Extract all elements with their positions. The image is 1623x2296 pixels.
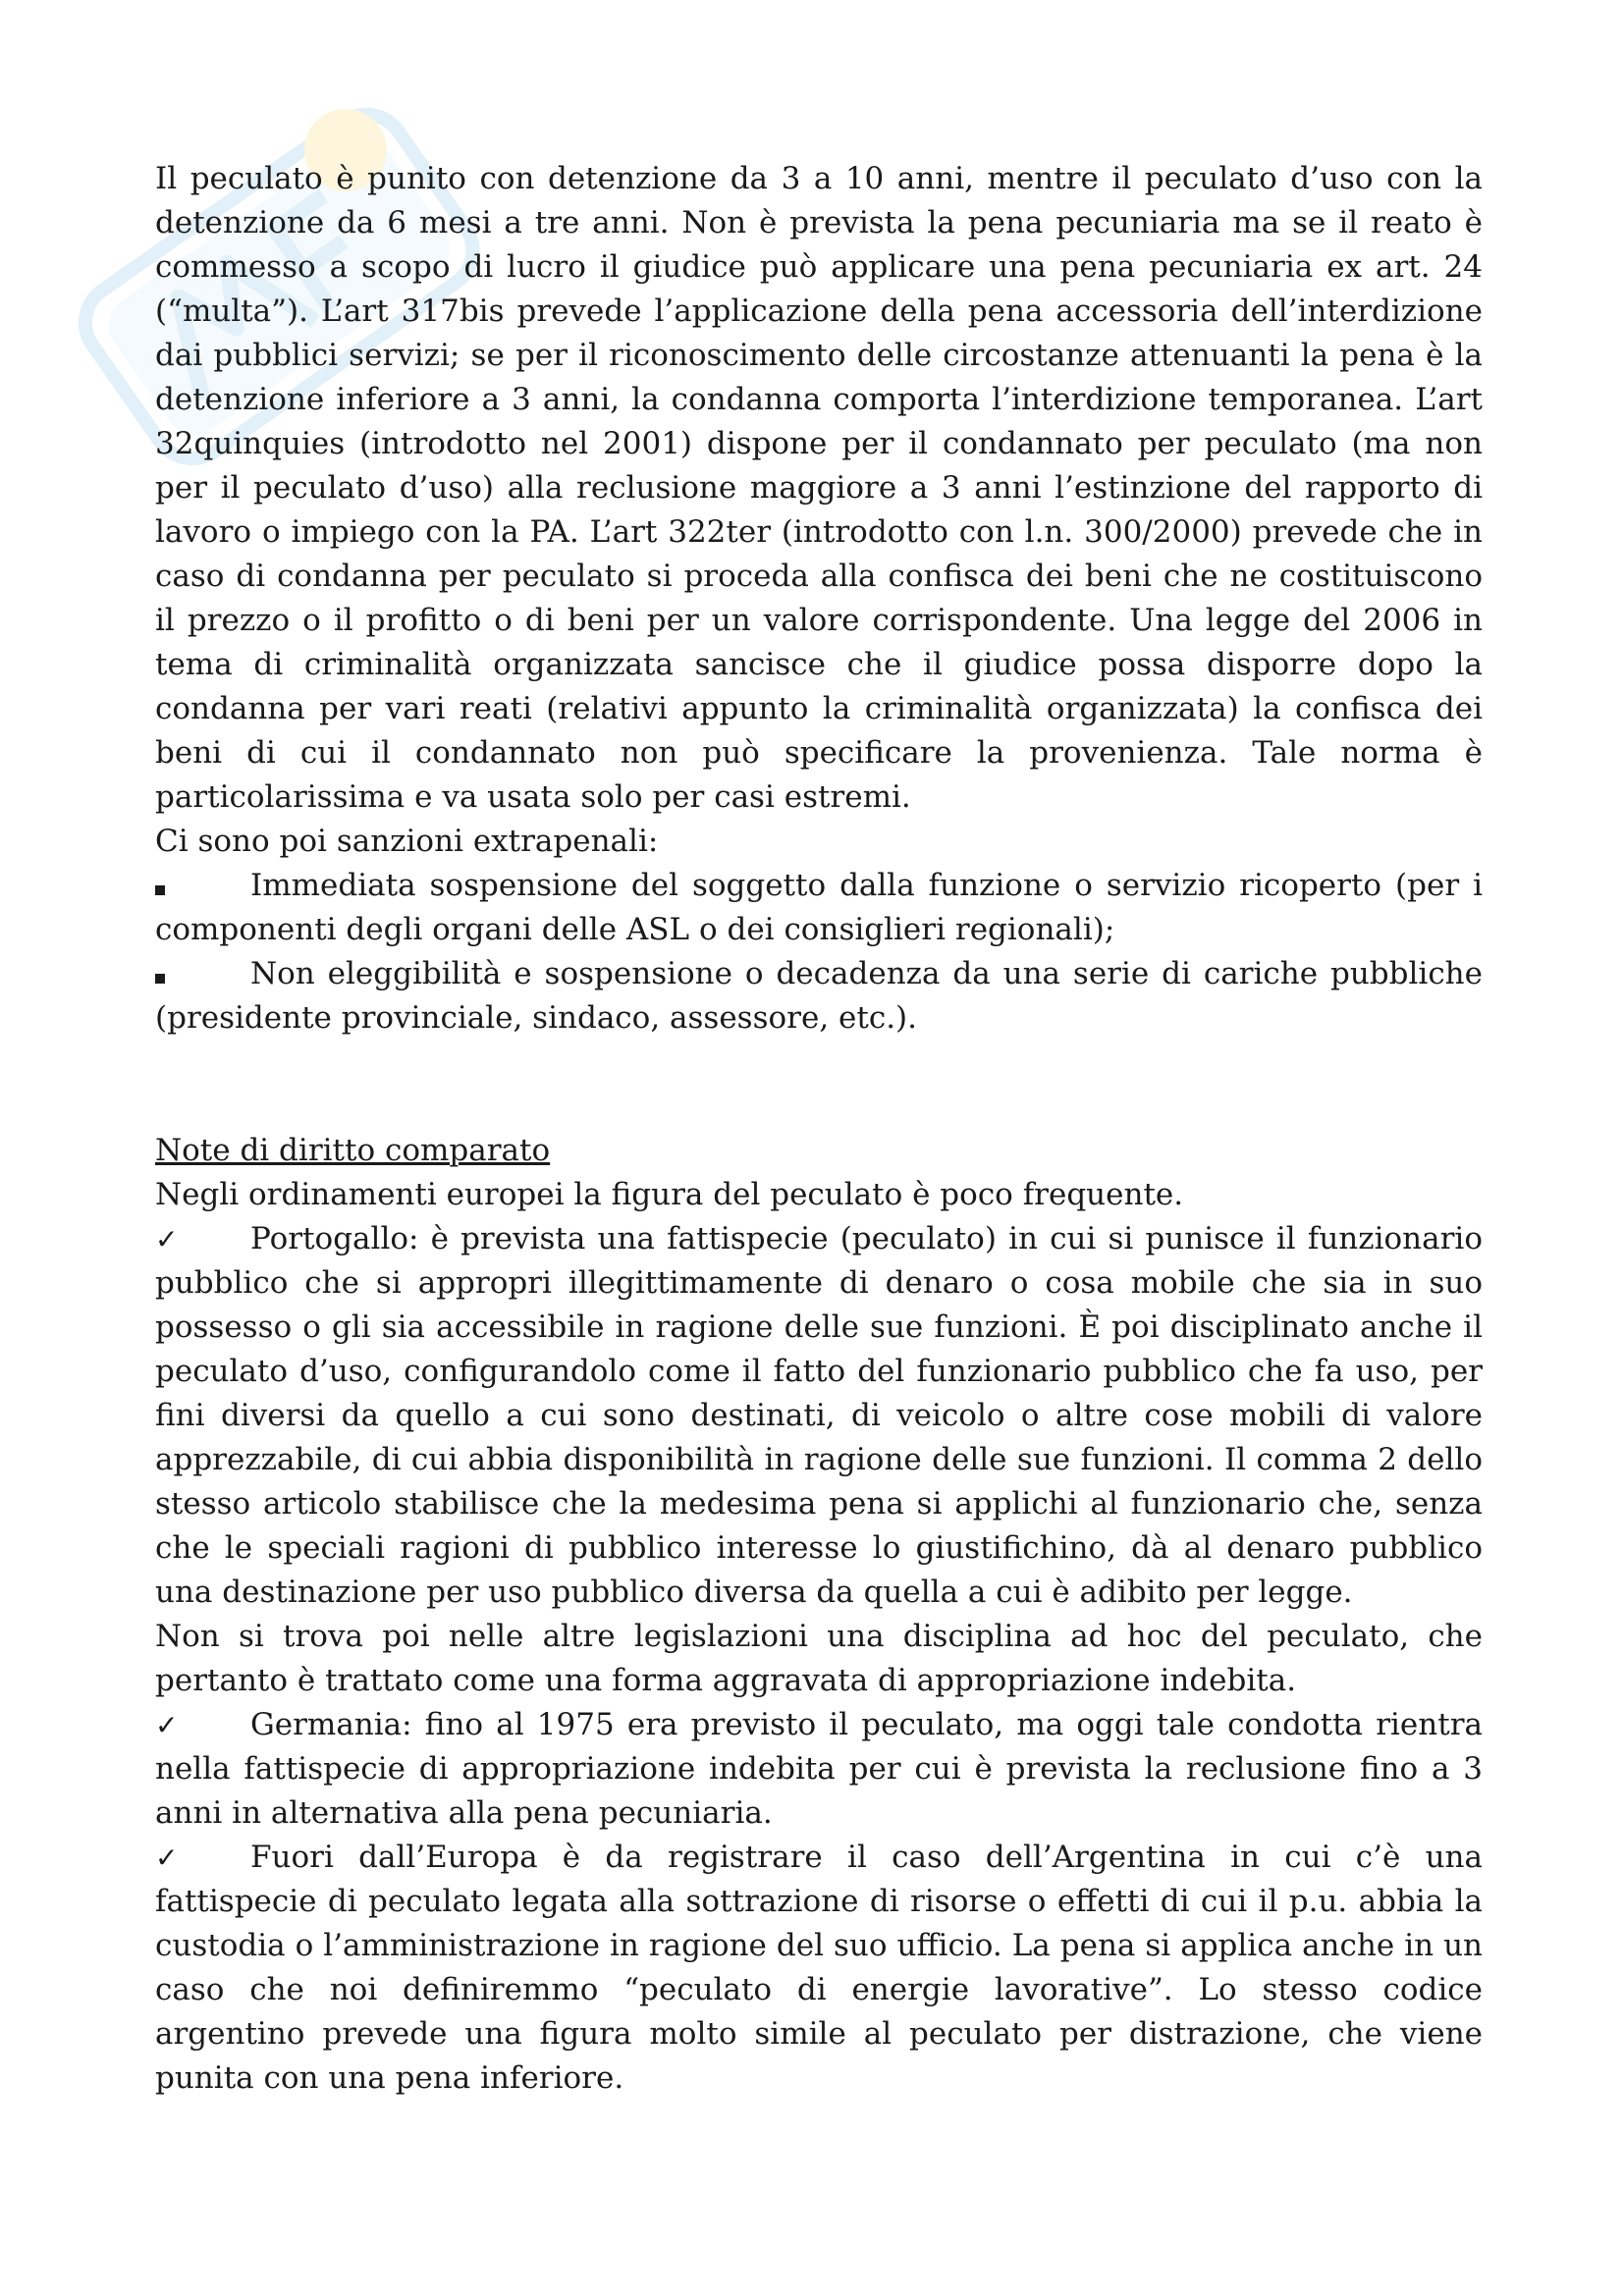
square-bullet-icon xyxy=(155,864,194,908)
list-item-portugal xyxy=(155,1217,1483,1615)
section-spacer xyxy=(155,1041,1483,1129)
list-item-text: Immediata sospensione del soggetto dalla funzione o servizio ricoperto (per i componenti degli organi delle ASL o dei consiglieri regionali); xyxy=(155,868,1483,947)
square-bullet-icon xyxy=(155,952,194,996)
list-item-text: Germania: fino al 1975 era previsto il peculato, ma oggi tale condotta rientra nella fattispecie di appropriazione indebita per cui è prevista la reclusione fino a 3 anni in alternativa alla pena pecuniaria. xyxy=(155,1707,1483,1831)
list-item-germany xyxy=(155,1703,1483,1836)
paragraph-comparative-intro: Negli ordinamenti europei la figura del peculato è poco frequente. xyxy=(155,1177,1184,1212)
checkmark-icon: ✓ xyxy=(155,1842,179,1874)
document-body xyxy=(155,157,1483,2101)
list-item xyxy=(155,952,1483,1041)
checkmark-icon: ✓ xyxy=(155,1709,179,1741)
list-item-argentina xyxy=(155,1836,1483,2101)
section-title: Note di diritto comparato xyxy=(155,1133,551,1168)
list-item xyxy=(155,864,1483,952)
paragraph-sanctions: Il peculato è punito con detenzione da 3 a 10 anni, mentre il peculato d’uso con la detenzione da 6 mesi a tre anni. Non è prevista la pena pecuniaria ma se il reato è commesso a scopo di lucro il giudice può applicare una pena pecuniaria ex art. 24 (“multa”). L’art 317bis prevede l’applicazione della pena accessoria dell’interdizione dai pubblici servizi; se per il riconoscimento delle circostanze attenuanti la pena è la detenzione inferiore a 3 anni, la condanna comporta l’interdizione temporanea. L’art 32quinquies (introdotto nel 2001) dispone per il condannato per peculato (ma non per il peculato d’uso) alla reclusione maggiore a 3 anni l’estinzione del rapporto di lavoro o impiego con la PA. L’art 322ter (introdotto con l.n. 300/2000) prevede che in caso di condanna per peculato si proceda alla confisca dei beni che ne costituiscono il prezzo o il profitto o di beni per un valore corrispondente. Una legge del 2006 in tema di criminalità organizzata sancisce che il giudice possa disporre dopo la condanna per vari reati (relativi appunto la criminalità organizzata) la confisca dei beni di cui il condannato non può specificare la provenienza. Tale norma è particolarissima e va usata solo per casi estremi. xyxy=(155,161,1483,815)
list-item-text: Non eleggibilità e sospensione o decadenza da una serie di cariche pubbliche (presidente provinciale, sindaco, assessore, etc.). xyxy=(155,956,1483,1036)
paragraph-other-legislations: Non si trova poi nelle altre legislazioni una disciplina ad hoc del peculato, che pertanto è trattato come una forma aggravata di appropriazione indebita. xyxy=(155,1619,1483,1698)
checkmark-icon: ✓ xyxy=(155,1223,179,1255)
paragraph-extrapenal-intro: Ci sono poi sanzioni extrapenali: xyxy=(155,824,659,859)
list-item-text: Portogallo: è prevista una fattispecie (peculato) in cui si punisce il funzionario pubblico che si appropri illegittimamente di denaro o cosa mobile che sia in suo possesso o gli sia accessibile in ragione delle sue funzioni. È poi disciplinato anche il peculato d’uso, configurandolo come il fatto del funzionario pubblico che fa uso, per fini diversi da quello a cui sono destinati, di veicolo o altre cose mobili di valore apprezzabile, di cui abbia disponibilità in ragione delle sue funzioni. Il comma 2 dello stesso articolo stabilisce che la medesima pena si applichi al funzionario che, senza che le speciali ragioni di pubblico interesse lo giustifichino, dà al denaro pubblico una destinazione per uso pubblico diversa da quella a cui è adibito per legge. xyxy=(155,1221,1483,1610)
list-item-text: Fuori dall’Europa è da registrare il caso dell’Argentina in cui c’è una fattispecie di peculato legata alla sottrazione di risorse o effetti di cui il p.u. abbia la custodia o l’amministrazione in ragione del suo ufficio. La pena si applica anche in un caso che noi definiremmo “peculato di energie lavorative”. Lo stesso codice argentino prevede una figura molto simile al peculato per distrazione, che viene punita con una pena inferiore. xyxy=(155,1840,1483,2096)
